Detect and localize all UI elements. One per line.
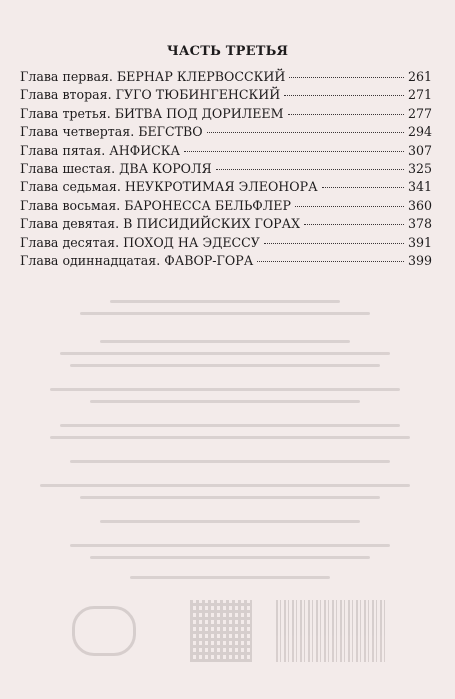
toc-leader-dots (289, 77, 404, 78)
ghost-line (100, 520, 360, 523)
toc-entry-label: Глава пятая. АНФИСКА (20, 142, 181, 158)
table-of-contents (20, 68, 432, 270)
ghost-line (110, 300, 340, 303)
toc-entry-page: 261 (407, 69, 432, 84)
toc-leader-dots (216, 169, 404, 170)
toc-entry-label: Глава первая. БЕРНАР КЛЕРВОССКИЙ (20, 69, 286, 84)
reverse-side-bleedthrough (40, 300, 420, 680)
ghost-line (50, 388, 400, 391)
toc-entry (20, 160, 432, 178)
ghost-line (100, 340, 350, 343)
ghost-line (90, 556, 370, 559)
toc-entry-page: 341 (407, 179, 432, 195)
ghost-line (70, 364, 380, 367)
toc-entry-page: 325 (407, 160, 432, 176)
toc-entry (20, 123, 432, 141)
ghost-line (130, 576, 330, 579)
toc-entry-page: 307 (407, 142, 432, 158)
toc-entry-label: Глава четвертая. БЕГСТВО (20, 124, 203, 140)
toc-leader-dots (304, 224, 404, 225)
ghost-line (80, 312, 370, 315)
toc-entry-page: 294 (407, 124, 432, 140)
toc-leader-dots (295, 206, 404, 207)
toc-leader-dots (264, 243, 404, 244)
toc-leader-dots (284, 95, 404, 96)
toc-entry (20, 86, 432, 104)
toc-entry-page: 391 (407, 234, 432, 250)
toc-leader-dots (207, 132, 404, 133)
toc-leader-dots (288, 114, 404, 115)
toc-entry-page: 277 (407, 105, 432, 121)
toc-entry-label: Глава вторая. ГУГО ТЮБИНГЕНСКИЙ (20, 87, 281, 103)
toc-entry (20, 197, 432, 215)
toc-entry-page: 378 (407, 216, 432, 232)
toc-entry (20, 215, 432, 233)
qr-code (190, 600, 252, 662)
toc-entry-label: Глава девятая. В ПИСИДИЙСКИХ ГОРАХ (20, 216, 301, 232)
section-title: ЧАСТЬ ТРЕТЬЯ (166, 44, 289, 59)
ghost-line (40, 484, 410, 487)
ghost-line (90, 400, 360, 403)
toc-entry (20, 68, 432, 86)
toc-entry-label: Глава одиннадцатая. ФАВОР-ГОРА (20, 252, 254, 268)
toc-entry (20, 105, 432, 123)
barcode (276, 600, 386, 662)
toc-entry (20, 142, 432, 160)
toc-entry (20, 252, 432, 270)
toc-entry-label: Глава десятая. ПОХОД НА ЭДЕССУ (20, 234, 260, 250)
toc-leader-dots (257, 261, 404, 262)
toc-entry-page: 360 (407, 197, 432, 213)
toc-entry-page: 271 (407, 87, 432, 103)
ghost-line (70, 544, 390, 547)
toc-entry-page: 399 (407, 252, 432, 268)
toc-entry-label: Глава седьмая. НЕУКРОТИМАЯ ЭЛЕОНОРА (20, 179, 318, 195)
ghost-line (70, 460, 390, 463)
toc-leader-dots (322, 187, 404, 188)
ghost-line (60, 352, 390, 355)
toc-entry (20, 178, 432, 196)
ghost-line (80, 496, 380, 499)
toc-leader-dots (184, 151, 404, 152)
ghost-line (60, 424, 400, 427)
toc-entry-label: Глава восьмая. БАРОНЕССА БЕЛЬФЛЕР (20, 197, 291, 213)
toc-entry-label: Глава шестая. ДВА КОРОЛЯ (20, 160, 212, 176)
age-rating-mark (72, 606, 136, 656)
toc-entry (20, 234, 432, 252)
ghost-line (50, 436, 410, 439)
toc-entry-label: Глава третья. БИТВА ПОД ДОРИЛЕЕМ (20, 105, 284, 121)
